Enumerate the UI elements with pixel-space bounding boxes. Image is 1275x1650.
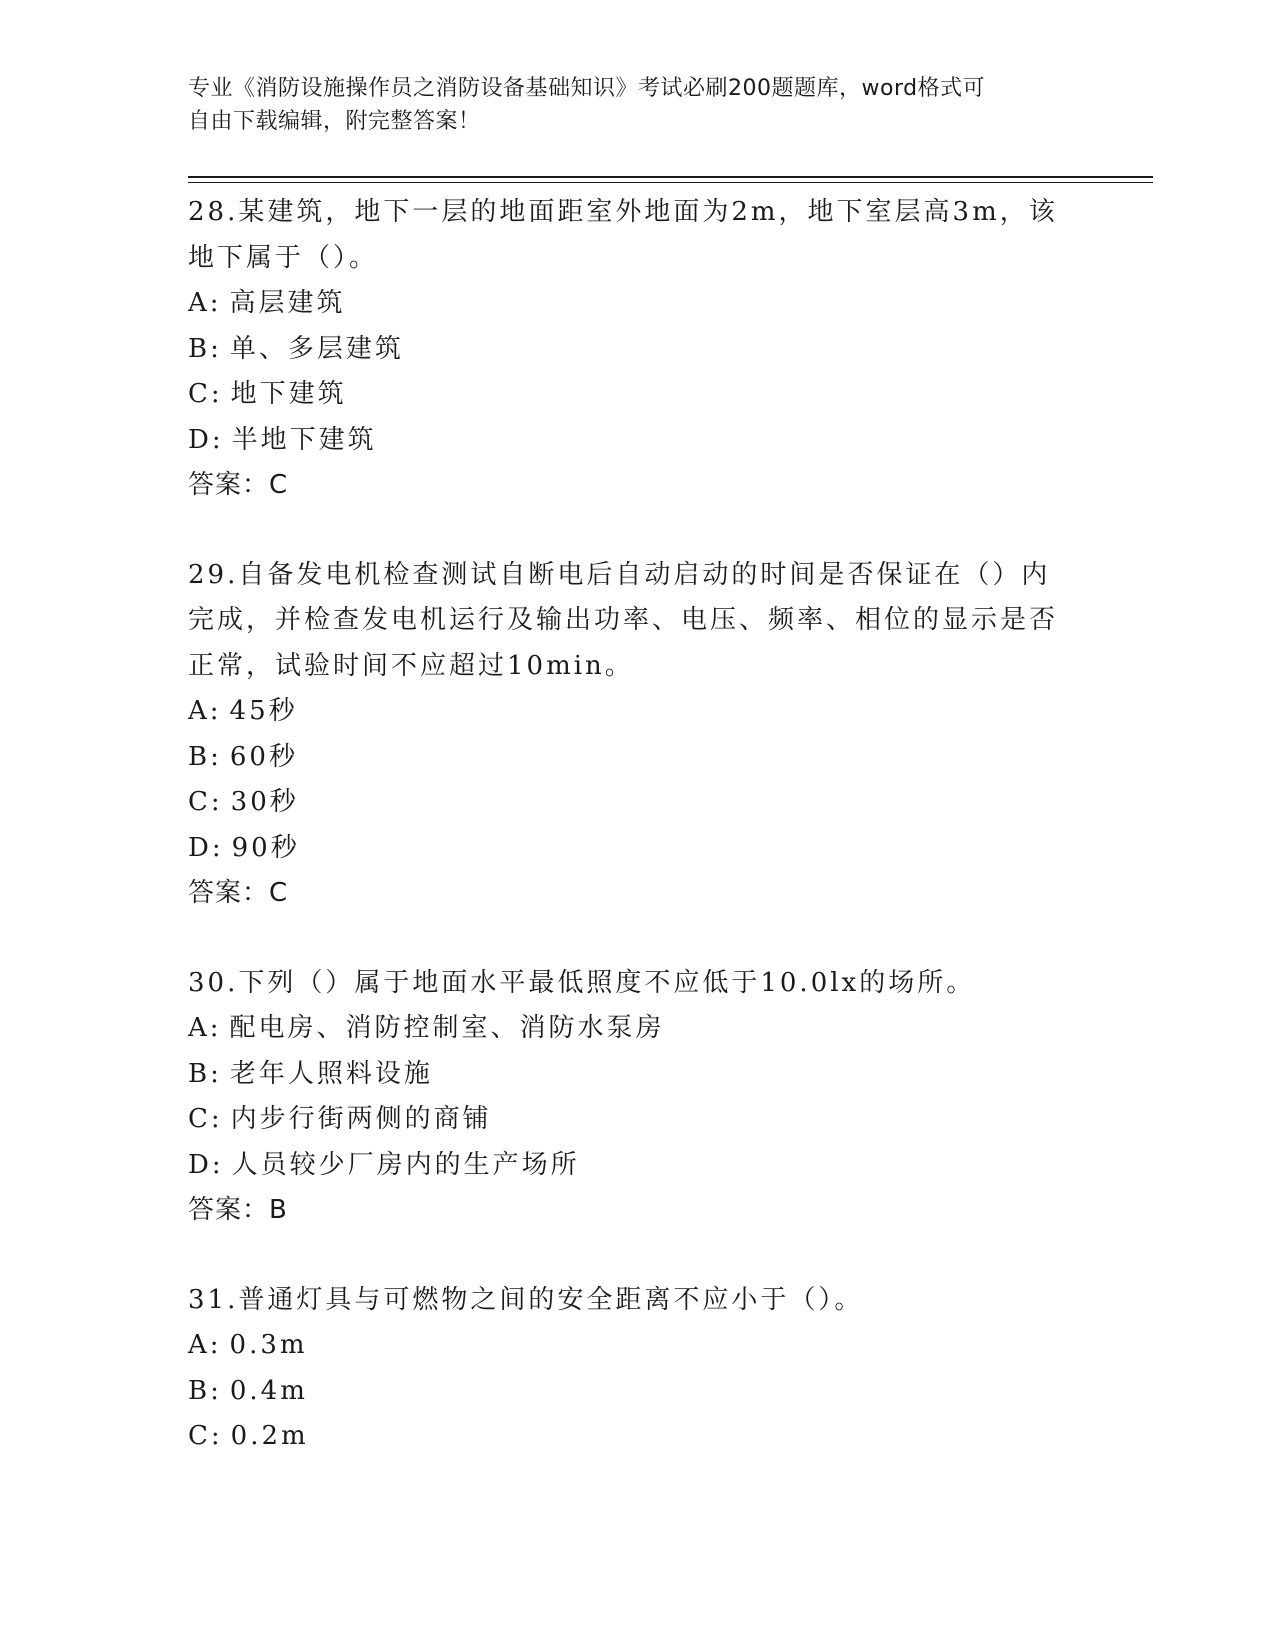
option-text: 0.4m <box>229 1375 308 1406</box>
option-key: C <box>188 379 211 409</box>
option-key: C <box>188 1104 211 1134</box>
option-separator: : <box>209 288 222 318</box>
option-text: 0.2m <box>230 1421 309 1451</box>
option-separator: : <box>210 333 222 364</box>
option-separator: : <box>209 696 222 726</box>
answer-line: 答案：C <box>188 470 289 500</box>
option-separator: : <box>210 741 222 772</box>
option-d <box>188 418 1088 464</box>
option-d <box>188 1143 1088 1189</box>
option-text: 高层建筑 <box>229 288 346 318</box>
header-divider-thick <box>188 176 1153 178</box>
option-key: A <box>188 1013 210 1043</box>
option-c <box>188 1097 1088 1143</box>
question-28 <box>188 190 1088 509</box>
option-key: B <box>188 741 211 772</box>
option-text: 0.3m <box>229 1330 308 1360</box>
answer-line: 答案：C <box>188 878 289 908</box>
question-stem: 30.下列（）属于地面水平最低照度不应低于10.0lx的场所。 <box>188 967 976 998</box>
question-stem: 31.普通灯具与可燃物之间的安全距离不应小于（）。 <box>188 1284 864 1315</box>
option-text: 45秒 <box>229 696 298 726</box>
question-29 <box>188 553 1088 917</box>
option-a <box>188 689 1088 735</box>
option-key: A <box>188 1330 210 1360</box>
question-list <box>188 190 1088 1504</box>
header-line-1: 专业《消防设施操作员之消防设备基础知识》考试必刷200题题库，word格式可 <box>188 76 986 101</box>
option-separator: : <box>209 1013 222 1043</box>
answer-line: 答案：B <box>188 1195 288 1225</box>
option-key: A <box>188 696 210 726</box>
question-stem: 29.自备发电机检查测试自断电后自动启动的时间是否保证在（）内完成，并检查发电机运行及输出功率、电压、频率、相位的显示是否正常，试验时间不应超过10min。 <box>188 559 1059 681</box>
option-d <box>188 826 1088 872</box>
option-text: 30秒 <box>230 787 299 817</box>
header-divider-thin <box>188 182 1153 183</box>
option-text: 配电房、消防控制室、消防水泵房 <box>229 1013 665 1043</box>
option-a <box>188 1323 1088 1369</box>
option-text: 60秒 <box>229 741 298 772</box>
option-text: 人员较少厂房内的生产场所 <box>231 1149 580 1180</box>
question-30 <box>188 961 1088 1234</box>
option-separator: : <box>210 1421 223 1451</box>
option-text: 单、多层建筑 <box>229 333 404 364</box>
option-separator: : <box>210 379 223 409</box>
option-separator: : <box>210 787 223 817</box>
option-c <box>188 780 1088 826</box>
option-c <box>188 372 1088 418</box>
option-key: C <box>188 787 211 817</box>
option-separator: : <box>209 1330 222 1360</box>
option-text: 半地下建筑 <box>231 424 377 455</box>
option-separator: : <box>211 424 224 455</box>
option-separator: : <box>211 832 224 863</box>
question-stem: 28.某建筑，地下一层的地面距室外地面为2m，地下室层高3m，该地下属于（）。 <box>188 197 1058 273</box>
option-b <box>188 1369 1088 1415</box>
option-key: A <box>188 288 210 318</box>
option-separator: : <box>210 1375 222 1406</box>
option-key: B <box>188 1375 211 1406</box>
option-c <box>188 1414 1088 1460</box>
option-key: D <box>188 832 212 863</box>
option-a <box>188 281 1088 327</box>
option-key: C <box>188 1421 211 1451</box>
option-separator: : <box>210 1058 222 1089</box>
option-separator: : <box>211 1149 224 1180</box>
option-key: D <box>188 424 212 455</box>
option-b <box>188 327 1088 373</box>
header-line-2: 自由下载编辑，附完整答案！ <box>188 109 481 134</box>
option-text: 内步行街两侧的商铺 <box>230 1104 492 1134</box>
option-separator: : <box>210 1104 223 1134</box>
option-a <box>188 1006 1088 1052</box>
document-header <box>188 72 1088 138</box>
question-31 <box>188 1278 1088 1460</box>
option-b <box>188 1052 1088 1098</box>
option-b <box>188 735 1088 781</box>
option-text: 90秒 <box>231 832 300 863</box>
option-key: B <box>188 333 211 364</box>
option-text: 老年人照料设施 <box>229 1058 433 1089</box>
option-text: 地下建筑 <box>230 379 347 409</box>
option-key: D <box>188 1149 212 1180</box>
option-key: B <box>188 1058 211 1089</box>
